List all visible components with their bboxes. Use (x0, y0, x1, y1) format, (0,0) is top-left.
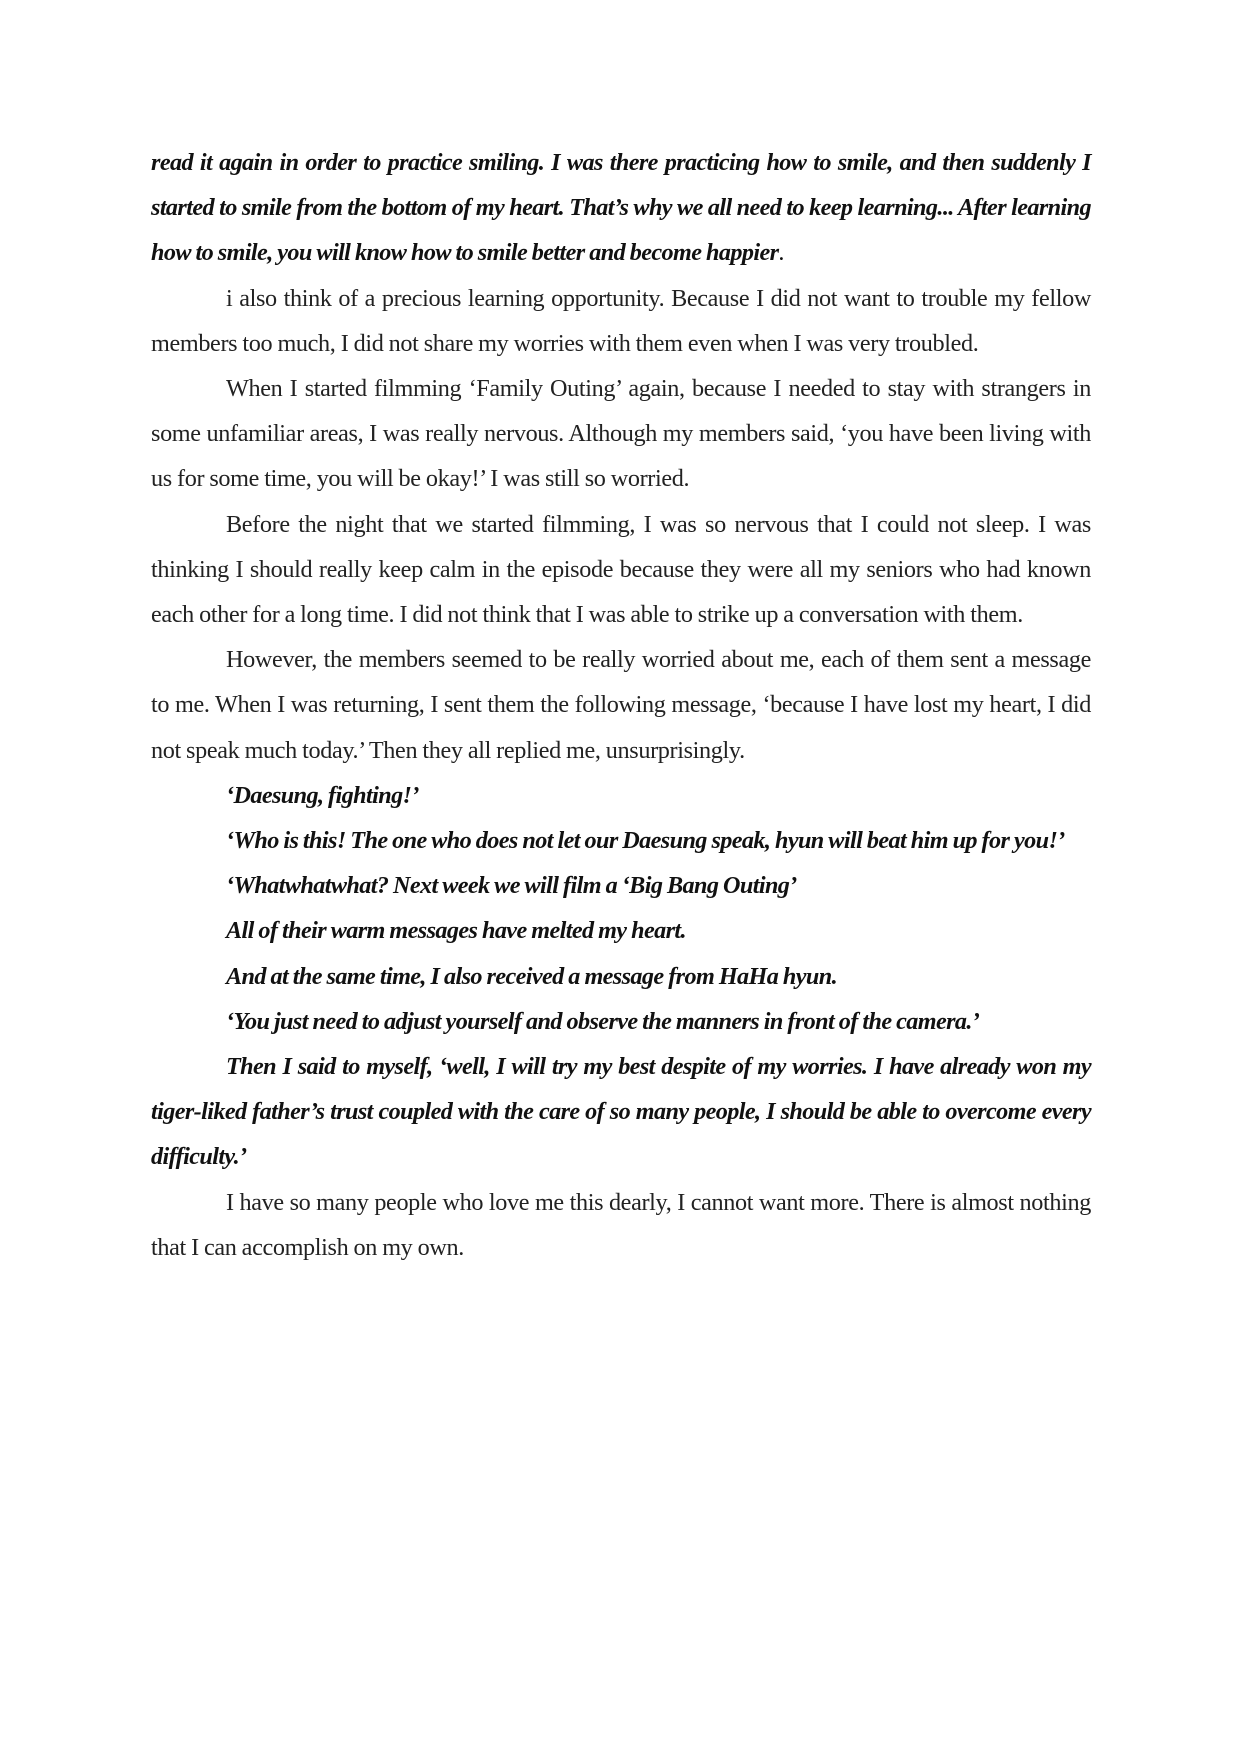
paragraph-text: read it again in order to practice smiling. I was there practicing how to smile, and then suddenly I started to smile from the bottom of my heart. That’s why we all need to keep learning... After learning how to smile, you will know how to smile better and become happier (151, 149, 1091, 267)
paragraph-so-many-people: I have so many people who love me this dearly, I cannot want more. There is almost nothing that I can accomplish on my own. (151, 1188, 1091, 1261)
paragraph-learning-opportunity: i also think of a precious learning opportunity. Because I did not want to trouble my fellow members too much, I did not share my worries with them even when I was very troubled. (151, 284, 1091, 357)
document-page (151, 140, 1091, 1270)
message-daesung-fighting: ‘Daesung, fighting!’ (226, 781, 419, 809)
message-adjust-yourself: ‘You just need to adjust yourself and observe the manners in front of the camera.’ (226, 1007, 980, 1035)
paragraph-said-to-myself: Then I said to myself, ‘well, I will try my best despite of my worries. I have already won my tiger-liked father’s trust coupled with the care of so many people, I should be able to overcome every difficulty.’ (151, 1053, 1091, 1171)
paragraph-warm-messages: All of their warm messages have melted my heart. (226, 917, 686, 945)
message-big-bang-outing: ‘Whatwhatwhat? Next week we will film a ‘Big Bang Outing’ (226, 872, 797, 900)
paragraph-members-worried: However, the members seemed to be really worried about me, each of them sent a message to me. When I was returning, I sent them the following message, ‘because I have lost my heart, I did not speak much today.’ Then they all replied me, unsurprisingly. (151, 646, 1091, 764)
paragraph-period: . (778, 239, 784, 267)
paragraph-haha-hyun: And at the same time, I also received a message from HaHa hyun. (226, 962, 838, 990)
paragraph-practice-smiling (151, 140, 1091, 276)
paragraph-night-before-filming: Before the night that we started filmming, I was so nervous that I could not sleep. I was thinking I should really keep calm in the episode because they were all my seniors who had known each other for a long time. I did not think that I was able to strike up a conversation with them. (151, 510, 1091, 629)
message-who-is-this: ‘Who is this! The one who does not let our Daesung speak, hyun will beat him up for you!’ (226, 827, 1065, 855)
paragraph-family-outing: When I started filmming ‘Family Outing’ again, because I needed to stay with strangers in some unfamiliar areas, I was really nervous. Although my members said, ‘you have been living with us for some time, you will be okay!’ I was still so worried. (151, 375, 1091, 493)
